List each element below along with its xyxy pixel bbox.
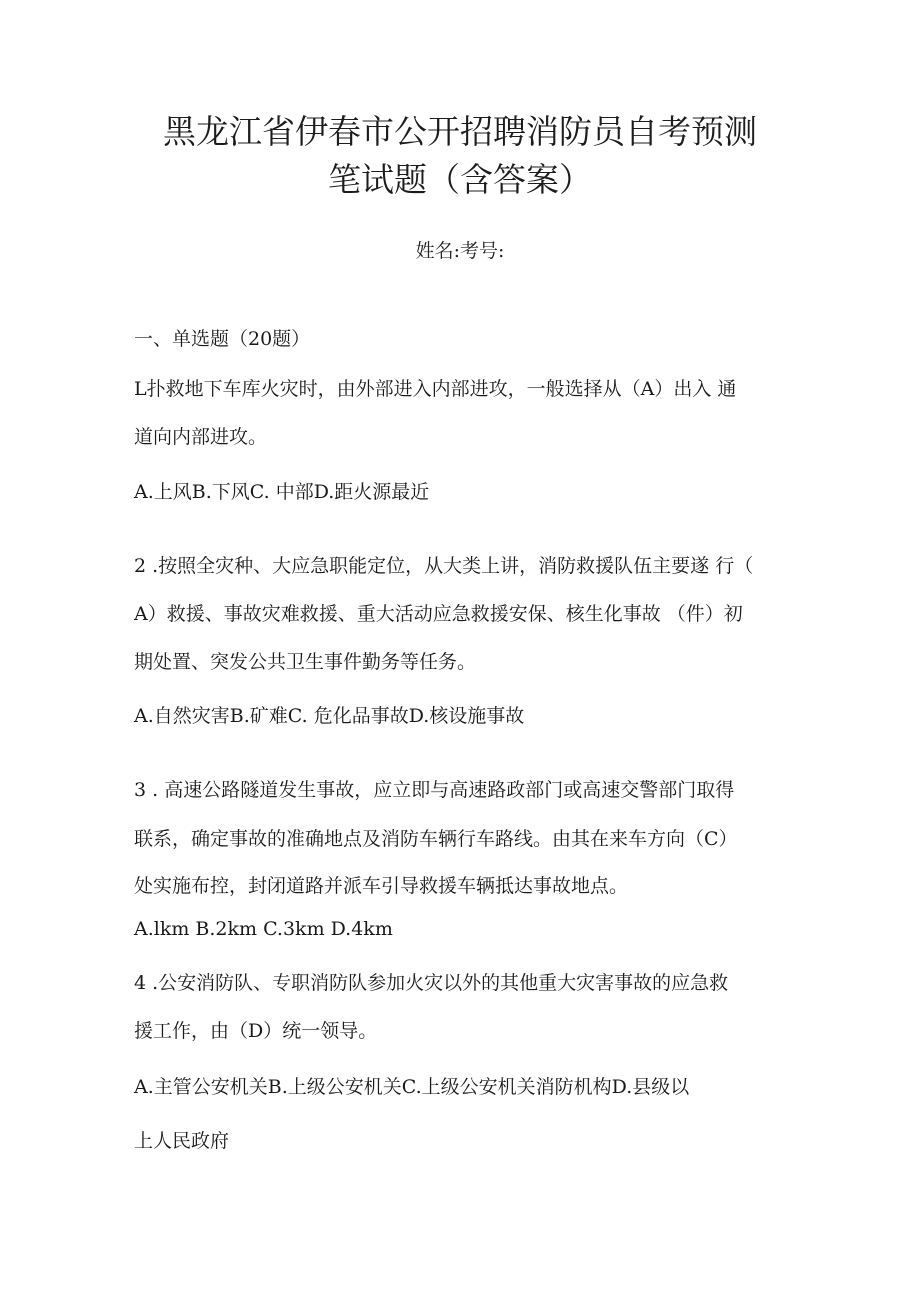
section-heading: 一、单选题（20题） [134,328,311,350]
question-4-stem-line-2: 援工作，由（D）统一领导。 [134,1020,378,1042]
question-3-stem-line-3: 处实施布控，封闭道路并派车引导救援车辆抵达事故地点。 [134,875,629,897]
question-3-options: A.lkm B.2km C.3km D.4km [134,918,393,940]
question-2-stem-line-2: A）救援、事故灾难救援、重大活动应急救援安保、核生化事故 （件）初 [134,603,743,625]
document-title-line-2: 笔试题（含答案） [328,160,592,199]
name-exam-number-label: 姓名:考号: [415,240,505,262]
question-2-stem-line-1: 2 .按照全灾种、大应急职能定位，从大类上讲，消防救援队伍主要遂 行（ [134,555,754,577]
question-3-stem-line-2: 联系，确定事故的准确地点及消防车辆行车路线。由其在来车方向（C） [134,828,738,850]
question-2-stem-line-3: 期处置、突发公共卫生事件勤务等任务。 [134,651,477,673]
document-title-line-1: 黑龙江省伊春市公开招聘消防员自考预测 [163,112,757,151]
question-1-stem-line-1: L扑救地下车库火灾时，由外部进入内部进攻，一般选择从（A）出入 通 [134,378,737,400]
question-1-stem-line-2: 道向内部进攻。 [134,426,268,448]
question-2-options: A.自然灾害B.矿难C. 危化品事故D.核设施事故 [134,705,525,727]
question-4-options-line-1: A.主管公安机关B.上级公安机关C.上级公安机关消防机构D.县级以 [134,1076,690,1098]
question-4-stem-line-1: 4 .公安消防队、专职消防队参加火灾以外的其他重大灾害事故的应急救 [134,972,729,994]
question-4-options-line-2: 上人民政府 [134,1130,230,1152]
question-1-options: A.上风B.下风C. 中部D.距火源最近 [134,481,430,503]
question-3-stem-line-1: 3 . 高速公路隧道发生事故，应立即与高速路政部门或高速交警部门取得 [134,779,735,801]
